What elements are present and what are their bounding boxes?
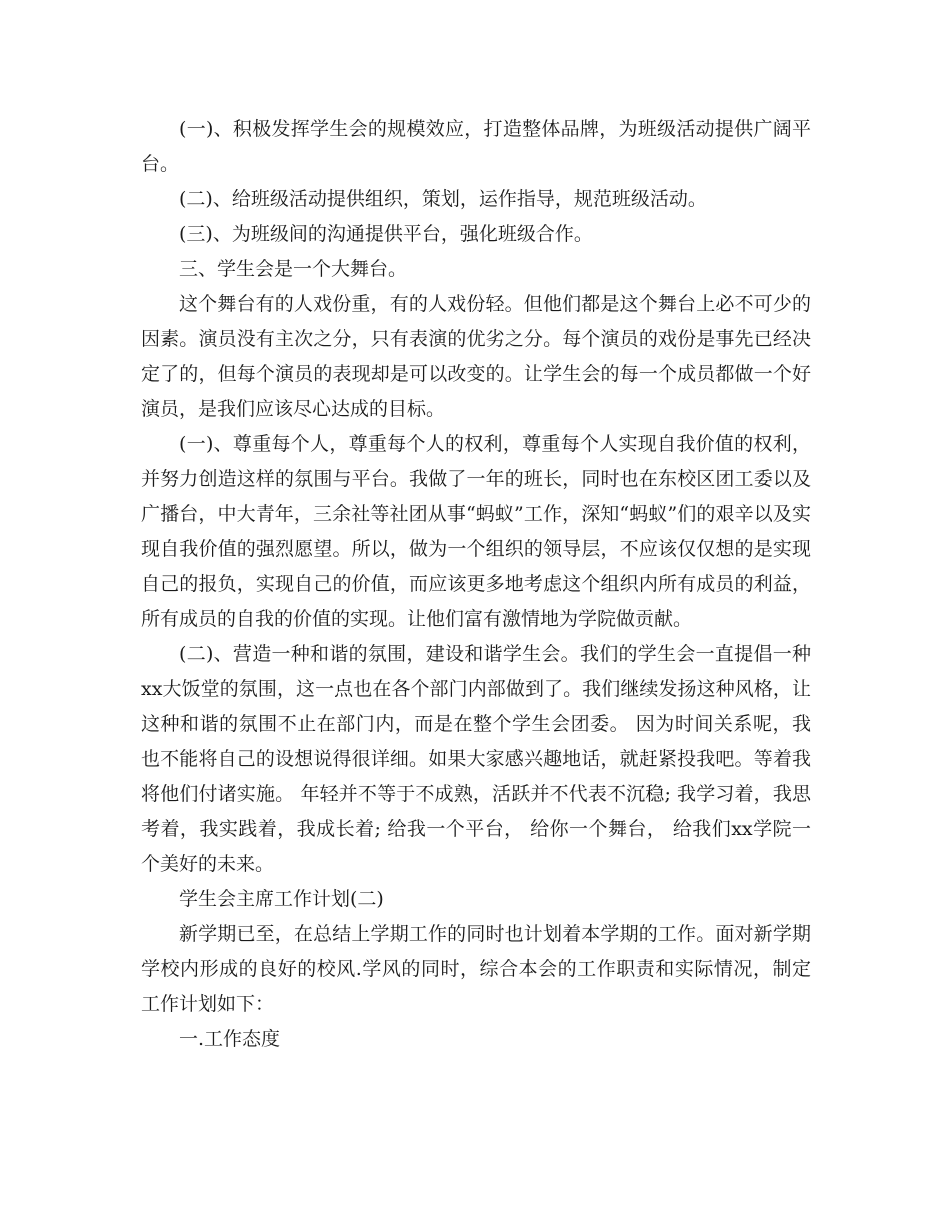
paragraph-intro: 新学期已至，在总结上学期工作的同时也计划着本学期的工作。面对新学期学校内形成的良好的校风.学风的同时，综合本会的工作职责和实际情况，制定工作计划如下：	[141, 923, 811, 1015]
paragraph-item-2-harmony: (二)、营造一种和谐的氛围，建设和谐学生会。我们的学生会一直提倡一种xx大饭堂的氛围，这一点也在各个部门内部做到了。我们继续发扬这种风格，让这种和谐的氛围不止在部门内，而是在整个学生会团委。 因为时间关系呢，我也不能将自己的设想说得很详细。如果大家感兴趣地话，就赶紧投我吧。等着我将他们付诸实施。 年轻并不等于不成熟，活跃并不代表不沉稳; 我学习着，我思考着，我实践着，我成长着; 给我一个平台， 给你一个舞台， 给我们xx学院一个美好的未来。	[141, 643, 811, 875]
document-title: 学生会主席工作计划(二)	[179, 888, 384, 910]
document-body	[141, 112, 811, 1057]
paragraph-item-1-respect: (一)、尊重每个人，尊重每个人的权利，尊重每个人实现自我价值的权利，并努力创造这样的氛围与平台。我做了一年的班长，同时也在东校区团工委以及广播台，中大青年，三余社等社团从事“蚂蚁”工作，深知“蚂蚁”们的艰辛以及实现自我价值的强烈愿望。所以，做为一个组织的领导层，不应该仅仅想的是实现自己的报负，实现自己的价值，而应该更多地考虑这个组织内所有成员的利益，所有成员的自我的价值的实现。让他们富有激情地为学院做贡献。	[141, 433, 811, 630]
paragraph-item-1: (一)、积极发挥学生会的规模效应，打造整体品牌，为班级活动提供广阔平台。	[141, 118, 811, 175]
section-heading: 三、学生会是一个大舞台。	[179, 258, 408, 280]
paragraph-item-3: (三)、为班级间的沟通提供平台，强化班级合作。	[179, 223, 593, 245]
paragraph: 这个舞台有的人戏份重，有的人戏份轻。但他们都是这个舞台上必不可少的因素。演员没有主次之分，只有表演的优劣之分。每个演员的戏份是事先已经决定了的，但每个演员的表现却是可以改变的。让学生会的每一个成员都做一个好演员，是我们应该尽心达成的目标。	[141, 293, 811, 420]
subsection-heading: 一.工作态度	[179, 1028, 281, 1050]
paragraph-item-2: (二)、给班级活动提供组织，策划，运作指导，规范班级活动。	[179, 188, 707, 210]
